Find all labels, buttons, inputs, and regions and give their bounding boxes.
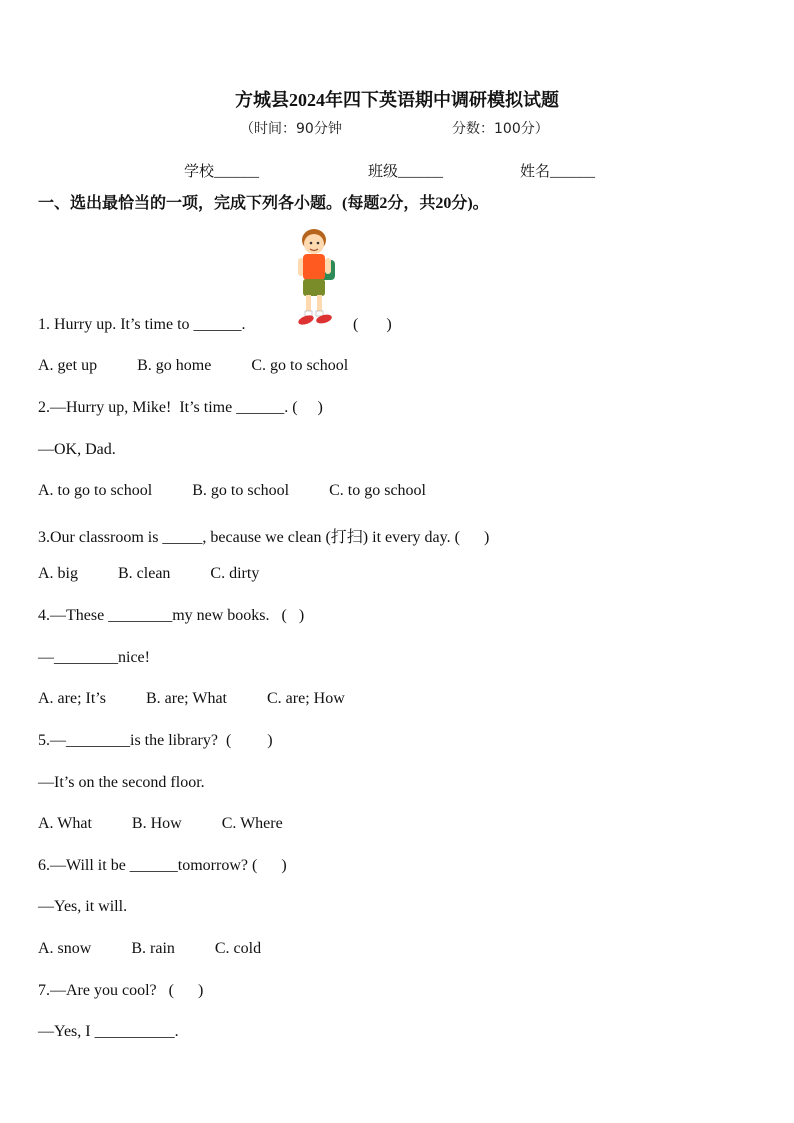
question-5-reply: —It’s on the second floor.: [38, 774, 205, 791]
page-title: 方城县2024年四下英语期中调研模拟试题: [235, 90, 559, 110]
exam-score: 分数：100分）: [452, 121, 549, 137]
question-3-options: A. big B. clean C. dirty: [38, 565, 260, 582]
question-6: 6.—Will it be ______tomorrow? ( ): [38, 857, 287, 874]
question-4-options: A. are; It’s B. are; What C. are; How: [38, 690, 345, 707]
question-2-reply: —OK, Dad.: [38, 441, 116, 458]
question-4: 4.—These ________my new books. ( ): [38, 607, 305, 624]
question-5-options: A. What B. How C. Where: [38, 815, 283, 832]
question-4-reply: —________nice!: [38, 649, 150, 666]
question-1-options: A. get up B. go home C. go to school: [38, 357, 349, 374]
name-field: 姓名______: [520, 164, 596, 180]
section-heading: 一、选出最恰当的一项，完成下列各小题。(每题2分，共20分)。: [38, 195, 489, 212]
exam-time: （时间：90分钟: [240, 121, 342, 137]
question-2: 2.—Hurry up, Mike! It’s time ______. ( ): [38, 399, 323, 416]
question-3: 3.Our classroom is _____, because we clean (打扫) it every day. ( ): [38, 529, 490, 546]
question-1: 1. Hurry up. It’s time to ______.: [38, 316, 246, 333]
boy-with-backpack-illustration: [292, 228, 338, 328]
class-field: 班级______: [368, 164, 444, 180]
question-1-answer-paren: ( ): [353, 316, 392, 333]
question-5: 5.—________is the library? ( ): [38, 732, 273, 749]
question-6-options: A. snow B. rain C. cold: [38, 940, 262, 957]
question-7: 7.—Are you cool? ( ): [38, 982, 204, 999]
school-field: 学校______: [184, 164, 260, 180]
question-6-reply: —Yes, it will.: [38, 898, 128, 915]
question-2-options: A. to go to school B. go to school C. to go school: [38, 482, 426, 499]
question-7-reply: —Yes, I __________.: [38, 1023, 179, 1040]
